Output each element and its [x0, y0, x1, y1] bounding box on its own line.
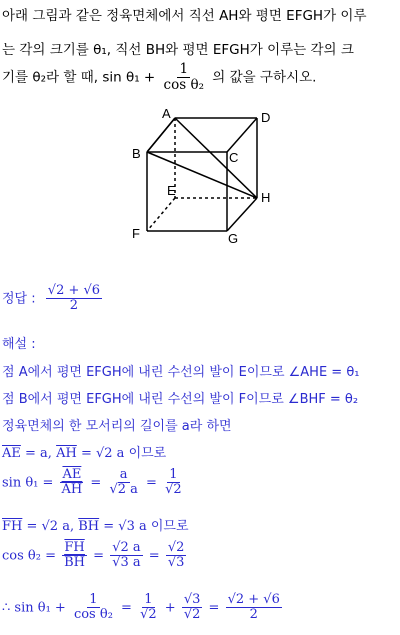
- cos-theta2: cos θ₂ =: [2, 548, 56, 564]
- answer-den: 2: [69, 298, 79, 314]
- label-A: A: [162, 106, 171, 121]
- label-F: F: [132, 226, 140, 241]
- frac-num: √2: [167, 540, 185, 555]
- frac-num: $\overline{FH}$: [64, 540, 85, 555]
- question-fraction: [162, 62, 206, 93]
- label-C: C: [229, 150, 239, 165]
- frac-den: √3 a: [112, 555, 141, 571]
- segment-AE-text: $\overline{AE}$: [2, 446, 21, 461]
- sin-theta1: sin θ₁ =: [2, 475, 54, 491]
- fraction-final: [226, 593, 282, 623]
- frac-num: 1: [89, 592, 98, 607]
- fraction-1-cos: [72, 593, 115, 623]
- frac-den: AH: [61, 482, 83, 498]
- frac-num: $\overline{AE}$: [62, 467, 82, 482]
- label-B: B: [132, 146, 141, 161]
- frac-den: √2: [165, 482, 182, 498]
- cube-figure: [120, 106, 290, 246]
- edge-HG: [227, 198, 257, 231]
- equals: =: [93, 548, 105, 564]
- question-fraction-den: cos θ₂: [163, 76, 204, 93]
- equals: =: [208, 600, 220, 616]
- fraction-root2-root3: [166, 541, 187, 571]
- frac-den: √2 a: [109, 482, 138, 498]
- fraction-fh-bh: [62, 541, 87, 571]
- fraction-root2a-root3a: [110, 541, 142, 571]
- segment-BH-text: $\overline{BH}$: [78, 519, 100, 534]
- question-fraction-num: 1: [179, 61, 189, 77]
- edge-DC: [227, 118, 257, 152]
- answer-label: 정답 :: [2, 291, 36, 307]
- answer-fraction: [46, 284, 102, 314]
- plus: +: [164, 600, 176, 616]
- question-line-3: [2, 62, 316, 93]
- frac-num: √2 + √6: [227, 592, 280, 607]
- segment-FH-text: $\overline{FH}$: [2, 519, 23, 534]
- value-root2a: = √2 a,: [26, 519, 75, 534]
- frac-den: √2: [183, 607, 201, 623]
- frac-num: a: [119, 467, 128, 482]
- question-line-2: 는 각의 크기를 θ₁, 직선 BH와 평면 EFGH가 이루는 각의 크: [2, 42, 354, 58]
- solution-line-8: [2, 593, 284, 623]
- question-line-3-pre: 기를 θ₂라 할 때, sin θ₁ +: [2, 69, 156, 86]
- line-6-rest: = √3 a 이므로: [103, 519, 189, 534]
- value-a: = a,: [25, 446, 52, 461]
- frac-num: 1: [169, 467, 178, 482]
- frac-num: 1: [144, 592, 153, 607]
- frac-den: √2: [140, 607, 157, 623]
- answer: [2, 284, 104, 314]
- frac-den: cos θ₂: [73, 607, 113, 623]
- frac-num: √2 a: [112, 540, 141, 555]
- answer-num: √2 + √6: [47, 283, 101, 298]
- solution-line-3: 정육면체의 한 모서리의 길이를 a라 하면: [2, 419, 232, 434]
- label-H: H: [261, 190, 271, 205]
- equals: =: [121, 600, 132, 616]
- fraction-a-root2a: [107, 468, 139, 498]
- fraction-1-root2: [163, 468, 184, 498]
- solution-line-7: [2, 541, 188, 571]
- segment-BH: [147, 152, 257, 198]
- solution-line-4: [2, 442, 166, 461]
- solution-line-6: [2, 515, 189, 534]
- frac-den: √3: [167, 555, 185, 571]
- equals: =: [146, 475, 157, 491]
- question-line-1: 아래 그림과 같은 정육면체에서 직선 AH와 평면 EFGH가 이루: [2, 8, 367, 24]
- equals: =: [90, 475, 102, 491]
- label-D: D: [261, 110, 271, 125]
- frac-den: BH: [64, 555, 86, 571]
- frac-num: √3: [183, 592, 201, 607]
- solution-line-1: 점 A에서 평면 EFGH에 내린 수선의 발이 E이므로 ∠AHE = θ₁: [2, 365, 360, 380]
- frac-den: 2: [249, 607, 258, 623]
- label-G: G: [228, 231, 239, 246]
- solution-title: 해설 :: [2, 337, 36, 352]
- segment-AH-text: $\overline{AH}$: [56, 446, 77, 461]
- line-4-rest: = √2 a 이므로: [80, 446, 167, 461]
- equals: =: [148, 548, 160, 564]
- label-E: E: [167, 183, 176, 198]
- solution-line-5: [2, 468, 186, 498]
- solution-line-2: 점 B에서 평면 EFGH에 내린 수선의 발이 F이므로 ∠BHF = θ₂: [2, 392, 359, 407]
- segment-BA: [147, 118, 175, 152]
- edge-EF: [147, 198, 175, 231]
- fraction-root3-root2: [182, 593, 203, 623]
- segment-AH: [175, 118, 257, 198]
- therefore-expression: ∴ sin θ₁ +: [2, 600, 66, 616]
- fraction-ae-ah: [60, 468, 85, 498]
- fraction-1-root2: [138, 593, 159, 623]
- question-line-3-post: 의 값을 구하시오.: [212, 69, 317, 86]
